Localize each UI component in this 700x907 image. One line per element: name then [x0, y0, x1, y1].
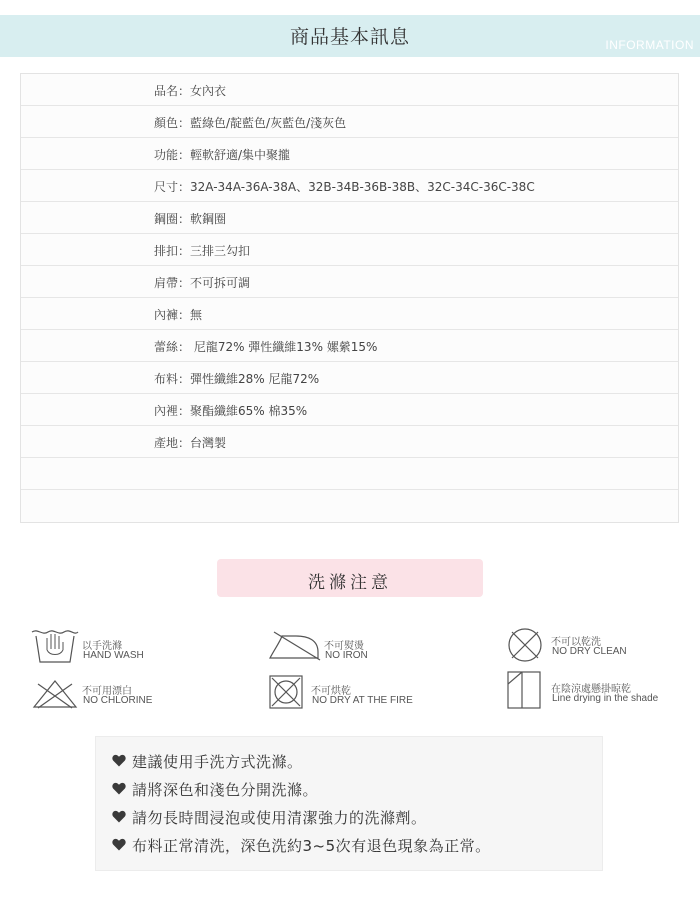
note-item	[132, 835, 491, 856]
spec-text: 鋼圈：軟鋼圈	[154, 212, 227, 226]
care-title-tag	[217, 559, 483, 597]
spec-row-lace	[21, 330, 678, 362]
no-dry-clean-icon	[506, 626, 546, 664]
spec-text: 產地：台灣製	[154, 436, 227, 450]
spec-row-empty	[21, 490, 678, 522]
spec-row-underwire	[21, 202, 678, 234]
spec-text: 內褲：無	[154, 308, 203, 322]
spec-row-straps	[21, 266, 678, 298]
spec-table	[20, 73, 679, 523]
care-item-line-dry-shade	[506, 670, 686, 712]
note-text: 請將深色和淺色分開洗滌。	[132, 781, 319, 799]
note-item	[132, 807, 427, 828]
spec-row-origin	[21, 426, 678, 458]
line-dry-shade-icon	[506, 670, 542, 710]
care-notes-box	[95, 736, 603, 871]
care-label-en: NO IRON	[325, 650, 368, 661]
care-label-en: NO DRY AT THE FIRE	[312, 695, 413, 706]
spec-row-fabric	[21, 362, 678, 394]
no-iron-icon	[268, 630, 322, 662]
care-item-no-chlorine	[32, 678, 202, 712]
spec-row-function	[21, 138, 678, 170]
care-title: 洗滌注意	[308, 573, 392, 593]
spec-text: 尺寸：32A-34A-36A-38A、32B-34B-36B-38B、32C-34C-36C-38C	[154, 180, 535, 194]
care-label-cn: 不可熨燙	[324, 641, 364, 652]
care-item-no-dry-clean	[506, 626, 676, 666]
spec-text: 肩帶：不可拆可調	[154, 276, 251, 290]
spec-text: 蕾絲： 尼龍72% 彈性纖維13% 嫘縈15%	[154, 340, 378, 354]
spec-row-empty	[21, 458, 678, 490]
spec-text: 內裡：聚酯纖維65% 棉35%	[154, 404, 308, 418]
care-label-cn: 不可以乾洗	[551, 637, 601, 648]
care-label-en: HAND WASH	[83, 650, 144, 661]
page-subtitle: INFORMATION	[605, 38, 694, 52]
spec-row-name	[21, 74, 678, 106]
hand-wash-icon	[30, 624, 80, 666]
care-label-en: NO DRY CLEAN	[552, 646, 627, 657]
spec-row-panties	[21, 298, 678, 330]
spec-text: 顏色：藍綠色/靛藍色/灰藍色/淺灰色	[154, 116, 347, 130]
spec-row-lining	[21, 394, 678, 426]
no-chlorine-icon	[32, 678, 78, 710]
note-text: 布料正常清洗，深色洗約3~5次有退色現象為正常。	[132, 837, 491, 855]
spec-text: 品名：女內衣	[154, 84, 227, 98]
care-item-hand-wash	[30, 624, 200, 668]
heart-bullet-icon	[112, 838, 126, 851]
care-label-en: Line drying in the shade	[552, 693, 659, 704]
spec-row-size	[21, 170, 678, 202]
note-text: 建議使用手洗方式洗滌。	[132, 753, 303, 771]
note-item	[132, 779, 318, 800]
care-label-cn: 不可用漂白	[82, 686, 132, 697]
spec-text: 布料：彈性纖維28% 尼龍72%	[154, 372, 320, 386]
spec-text: 功能：輕軟舒適/集中聚攏	[154, 148, 291, 162]
care-label-cn: 不可烘乾	[311, 686, 351, 697]
spec-text: 排扣：三排三勾扣	[154, 244, 251, 258]
heart-bullet-icon	[112, 810, 126, 823]
spec-row-color	[21, 106, 678, 138]
care-item-no-iron	[268, 630, 438, 664]
care-label-cn: 在陰涼處懸掛晾乾	[551, 684, 631, 695]
care-label-cn: 以手洗滌	[82, 641, 122, 652]
heart-bullet-icon	[112, 754, 126, 767]
heart-bullet-icon	[112, 782, 126, 795]
care-label-en: NO CHLORINE	[83, 695, 153, 706]
no-tumble-dry-icon	[268, 674, 304, 710]
care-item-no-tumble-dry	[268, 674, 438, 712]
page-title: 商品基本訊息	[289, 26, 410, 48]
note-item	[132, 751, 303, 772]
spec-row-hooks	[21, 234, 678, 266]
note-text: 請勿長時間浸泡或使用清潔強力的洗滌劑。	[132, 809, 427, 827]
